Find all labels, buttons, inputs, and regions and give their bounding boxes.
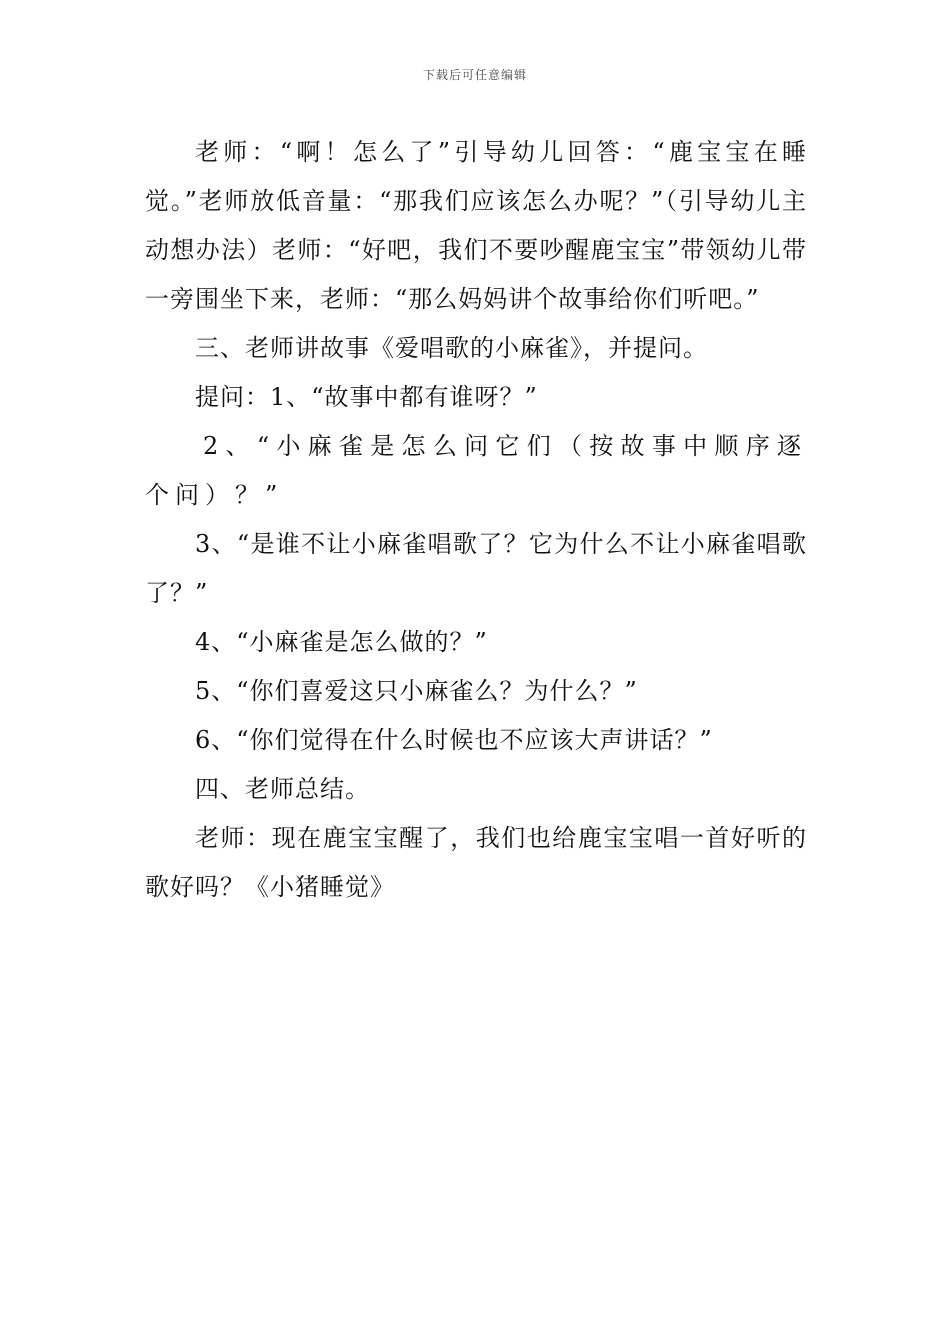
paragraph-question-5: 5、“你们喜爱这只小麻雀么？为什么？”: [195, 677, 638, 705]
page-header: 下载后可任意编辑: [422, 68, 527, 82]
paragraph-section-three: 三、老师讲故事《爱唱歌的小麻雀》，并提问。: [195, 334, 708, 362]
paragraph-teacher-dialogue: 老师：“啊！怎么了”引导幼儿回答：“鹿宝宝在睡觉。”老师放低音量：“那我们应该怎么办呢？”（引导幼儿主动想办法）老师：“好吧，我们不要吵醒鹿宝宝”带领幼儿带一旁围坐下来，老师：“那么妈妈讲个故事给你们听吧。”: [145, 138, 807, 313]
document-body: [145, 128, 807, 912]
paragraph-question-4: 4、“小麻雀是怎么做的？”: [195, 628, 488, 656]
paragraph-question-6: 6、“你们觉得在什么时候也不应该大声讲话？”: [195, 726, 713, 754]
paragraph-section-four: 四、老师总结。: [195, 775, 370, 803]
paragraph-question-1: 提问：1、“故事中都有谁呀？”: [195, 383, 538, 411]
paragraph-question-2: 2、“小麻雀是怎么问它们（按故事中顺序逐个问）？”: [145, 432, 807, 509]
paragraph-teacher-summary: 老师：现在鹿宝宝醒了，我们也给鹿宝宝唱一首好听的歌好吗？《小猪睡觉》: [145, 824, 807, 901]
paragraph-question-3: 3、“是谁不让小麻雀唱歌了？它为什么不让小麻雀唱歌了？”: [145, 530, 807, 607]
